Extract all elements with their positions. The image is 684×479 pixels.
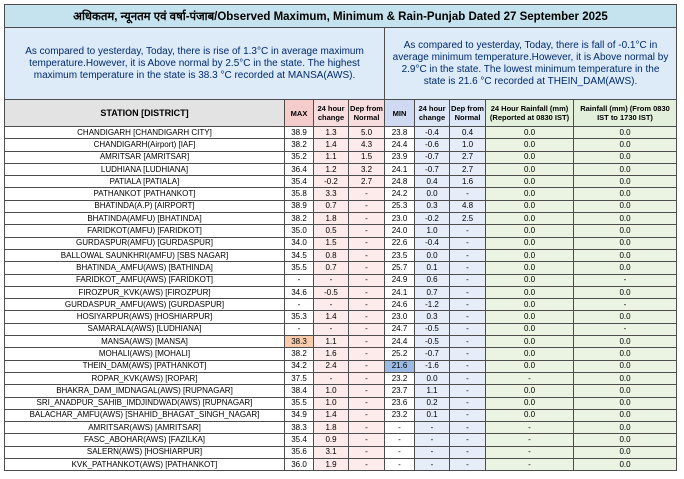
min-change-cell: - — [415, 434, 450, 446]
min-departure-cell: - — [450, 360, 486, 372]
min-change-cell: 0.7 — [415, 286, 450, 298]
min-temp-cell: - — [385, 459, 415, 471]
rainfall-day-cell: 0.0 — [574, 409, 677, 421]
min-departure-cell: - — [450, 372, 486, 384]
station-cell: PATHANKOT [PATHANKOT] — [5, 188, 285, 200]
table-row — [5, 348, 677, 360]
max-temp-cell: 35.4 — [285, 176, 314, 188]
table-row — [5, 188, 677, 200]
max-change-cell: 1.3 — [314, 127, 349, 139]
rainfall-24h-column-header: 24 Hour Rainfall (mm) (Reported at 0830 IST) — [486, 100, 574, 127]
min-change-cell: 0.3 — [415, 200, 450, 212]
min-change-cell: 0.4 — [415, 176, 450, 188]
max-change-cell: 1.9 — [314, 459, 349, 471]
rainfall-24h-cell: 0.0 — [486, 274, 574, 286]
min-departure-cell: 2.7 — [450, 151, 486, 163]
max-temp-cell: 38.9 — [285, 200, 314, 212]
min-departure-cell: - — [450, 422, 486, 434]
table-row — [5, 237, 677, 249]
rainfall-24h-cell: - — [486, 459, 574, 471]
max-change-cell: 1.8 — [314, 422, 349, 434]
rainfall-day-cell: 0.0 — [574, 446, 677, 458]
station-cell: GURDASPUR_AMFU(AWS) [GURDASPUR] — [5, 299, 285, 311]
max-departure-cell: - — [349, 348, 385, 360]
min-temp-cell: 23.0 — [385, 311, 415, 323]
max-change-cell: 1.5 — [314, 237, 349, 249]
max-temp-cell: 36.4 — [285, 163, 314, 175]
max-temperature-summary: As compared to yesterday, Today, there is rise of 1.3°C in average maximum temperature.However, it is Above normal by 2.5°C in the state. The highest maximum temperature in the state is 38.3 °C recorded at MANSA(AWS). — [5, 28, 385, 100]
max-departure-cell: - — [349, 422, 385, 434]
min-temp-cell: 24.7 — [385, 323, 415, 335]
min-departure-cell: 0.4 — [450, 127, 486, 139]
rainfall-24h-cell: 0.0 — [486, 409, 574, 421]
rainfall-day-cell: - — [574, 274, 677, 286]
rainfall-24h-cell: 0.0 — [486, 385, 574, 397]
rainfall-day-cell: 0.0 — [574, 360, 677, 372]
max-temp-cell: 35.2 — [285, 151, 314, 163]
rainfall-24h-cell: 0.0 — [486, 299, 574, 311]
min-column-header: MIN — [385, 100, 415, 127]
max-temp-cell: 34.5 — [285, 249, 314, 261]
rainfall-24h-cell: 0.0 — [486, 348, 574, 360]
rainfall-day-cell: 0.0 — [574, 372, 677, 384]
min-temp-cell: 23.6 — [385, 397, 415, 409]
max-departure-cell: - — [349, 286, 385, 298]
min-temp-cell: 24.9 — [385, 274, 415, 286]
max-departure-cell: 3.2 — [349, 163, 385, 175]
max-change-cell: 1.4 — [314, 409, 349, 421]
max-temp-cell: 38.2 — [285, 213, 314, 225]
min-departure-cell: 1.0 — [450, 139, 486, 151]
rainfall-24h-cell: 0.0 — [486, 249, 574, 261]
min-change-cell: -1.6 — [415, 360, 450, 372]
min-departure-cell: - — [450, 336, 486, 348]
rainfall-day-cell: - — [574, 323, 677, 335]
max-departure-cell: - — [349, 385, 385, 397]
min-change-cell: -0.2 — [415, 213, 450, 225]
station-cell: CHANDIGARH [CHANDIGARH CITY] — [5, 127, 285, 139]
table-row — [5, 323, 677, 335]
min-temp-cell: 24.4 — [385, 336, 415, 348]
station-cell: AMRITSAR(AWS) [AMRITSAR] — [5, 422, 285, 434]
max-departure-cell: - — [349, 397, 385, 409]
rainfall-day-cell: 0.0 — [574, 262, 677, 274]
max-change-cell: 1.0 — [314, 385, 349, 397]
max-departure-cell: - — [349, 434, 385, 446]
min-change-cell: -0.5 — [415, 323, 450, 335]
rainfall-24h-cell: 0.0 — [486, 311, 574, 323]
min-change-cell: -0.4 — [415, 237, 450, 249]
min-change-cell: 0.3 — [415, 311, 450, 323]
max-temp-cell: 38.2 — [285, 139, 314, 151]
min-change-cell: 0.0 — [415, 249, 450, 261]
rainfall-24h-cell: 0.0 — [486, 163, 574, 175]
min-departure-cell: 2.5 — [450, 213, 486, 225]
min-change-cell: 0.1 — [415, 262, 450, 274]
max-temp-cell: 35.6 — [285, 446, 314, 458]
station-cell: SAMARALA(AWS) [LUDHIANA] — [5, 323, 285, 335]
min-temp-cell: 22.6 — [385, 237, 415, 249]
station-cell: MANSA(AWS) [MANSA] — [5, 336, 285, 348]
min-change-cell: 0.0 — [415, 372, 450, 384]
column-header-row — [5, 100, 677, 127]
max-change-cell: 0.7 — [314, 262, 349, 274]
table-row — [5, 139, 677, 151]
max-temp-cell: 34.0 — [285, 237, 314, 249]
min-change-cell: -0.5 — [415, 336, 450, 348]
min-change-cell: 0.2 — [415, 397, 450, 409]
max-change-cell: 0.8 — [314, 249, 349, 261]
rainfall-24h-cell: 0.0 — [486, 200, 574, 212]
station-cell: BHAKRA_DAM_IMDNAGAL(AWS) [RUPNAGAR] — [5, 385, 285, 397]
station-cell: BHATINDA_AMFU(AWS) [BATHINDA] — [5, 262, 285, 274]
rainfall-day-cell: 0.0 — [574, 422, 677, 434]
min-change-cell: -0.7 — [415, 163, 450, 175]
station-cell: BHATINDA(AMFU) [BHATINDA] — [5, 213, 285, 225]
max-change-cell: - — [314, 372, 349, 384]
station-cell: FARIDKOT(AMFU) [FARIDKOT] — [5, 225, 285, 237]
min-change-cell: -0.7 — [415, 348, 450, 360]
max-temp-cell: 37.5 — [285, 372, 314, 384]
station-cell: BALACHAR_AMFU(AWS) [SHAHID_BHAGAT_SINGH_NAGAR] — [5, 409, 285, 421]
min-change-cell: - — [415, 422, 450, 434]
min-temp-cell: 24.8 — [385, 176, 415, 188]
min-departure-cell: - — [450, 459, 486, 471]
min-temp-cell: 25.2 — [385, 348, 415, 360]
station-cell: FIROZPUR_KVK(AWS) [FIROZPUR] — [5, 286, 285, 298]
max-change-cell: 3.3 — [314, 188, 349, 200]
table-row — [5, 176, 677, 188]
max-temp-cell: 35.0 — [285, 225, 314, 237]
table-row — [5, 127, 677, 139]
table-row — [5, 151, 677, 163]
rainfall-day-cell: 0.0 — [574, 311, 677, 323]
rainfall-day-cell: 0.0 — [574, 127, 677, 139]
min-change-cell: 0.6 — [415, 274, 450, 286]
table-row — [5, 459, 677, 471]
min-departure-cell: 1.6 — [450, 176, 486, 188]
station-cell: MOHALI(AWS) [MOHALI] — [5, 348, 285, 360]
rainfall-day-cell: 0.0 — [574, 139, 677, 151]
rainfall-day-cell: 0.0 — [574, 176, 677, 188]
max-departure-cell: - — [349, 446, 385, 458]
max-change-cell: 0.9 — [314, 434, 349, 446]
station-rows — [5, 127, 677, 471]
table-row — [5, 385, 677, 397]
min-change-column-header: 24 hour change — [415, 100, 450, 127]
min-temp-cell: 23.7 — [385, 385, 415, 397]
min-departure-cell: - — [450, 311, 486, 323]
min-change-cell: 1.0 — [415, 225, 450, 237]
max-change-cell: 3.1 — [314, 446, 349, 458]
min-departure-cell: - — [450, 434, 486, 446]
rainfall-day-cell: 0.0 — [574, 200, 677, 212]
min-departure-cell: - — [450, 188, 486, 200]
max-change-cell: 1.1 — [314, 336, 349, 348]
rainfall-24h-cell: 0.0 — [486, 225, 574, 237]
min-temp-cell: 24.6 — [385, 299, 415, 311]
station-cell: LUDHIANA [LUDHIANA] — [5, 163, 285, 175]
max-change-cell: 2.4 — [314, 360, 349, 372]
min-departure-cell: - — [450, 323, 486, 335]
max-departure-cell: - — [349, 200, 385, 212]
min-departure-cell: - — [450, 225, 486, 237]
max-departure-cell: - — [349, 409, 385, 421]
rainfall-24h-cell: 0.0 — [486, 213, 574, 225]
station-cell: BALLOWAL SAUNKHRI(AMFU) [SBS NAGAR] — [5, 249, 285, 261]
min-change-cell: 0.1 — [415, 409, 450, 421]
min-temp-cell: 24.0 — [385, 225, 415, 237]
max-temp-cell: 38.2 — [285, 348, 314, 360]
min-departure-cell: - — [450, 286, 486, 298]
min-departure-cell: - — [450, 348, 486, 360]
rainfall-day-cell: 0.0 — [574, 151, 677, 163]
max-departure-cell: - — [349, 299, 385, 311]
rainfall-day-cell: 0.0 — [574, 348, 677, 360]
max-temp-cell: 35.3 — [285, 311, 314, 323]
rainfall-day-cell: 0.0 — [574, 397, 677, 409]
station-cell: BHATINDA(A.P) [AIRPORT] — [5, 200, 285, 212]
station-cell: SRI_ANADPUR_SAHIB_IMDJINDWAD(AWS) [RUPNAGAR] — [5, 397, 285, 409]
rainfall-day-cell: 0.0 — [574, 163, 677, 175]
max-temp-cell: 38.4 — [285, 385, 314, 397]
rainfall-24h-cell: 0.0 — [486, 139, 574, 151]
rainfall-24h-cell: 0.0 — [486, 336, 574, 348]
min-temp-cell: 24.4 — [385, 139, 415, 151]
min-departure-cell: - — [450, 262, 486, 274]
table-row — [5, 225, 677, 237]
max-temp-cell: 38.9 — [285, 127, 314, 139]
min-change-cell: 1.1 — [415, 385, 450, 397]
rainfall-day-cell: 0.0 — [574, 237, 677, 249]
max-change-cell: -0.5 — [314, 286, 349, 298]
max-change-cell: 0.7 — [314, 200, 349, 212]
table-row — [5, 434, 677, 446]
table-row — [5, 299, 677, 311]
min-change-cell: -0.6 — [415, 139, 450, 151]
table-row — [5, 372, 677, 384]
max-departure-cell: - — [349, 372, 385, 384]
min-temp-cell: 23.9 — [385, 151, 415, 163]
max-departure-cell: - — [349, 459, 385, 471]
max-change-cell: - — [314, 299, 349, 311]
rainfall-day-cell: 0.0 — [574, 225, 677, 237]
min-temp-cell: 25.3 — [385, 200, 415, 212]
max-departure-cell: 4.3 — [349, 139, 385, 151]
station-cell: FARIDKOT_AMFU(AWS) [FARIDKOT] — [5, 274, 285, 286]
min-temperature-summary: As compared to yesterday, Today, there is fall of -0.1°C in average minimum temperature.However, it is Above normal by 2.9°C in the state. The lowest minimum temperature in the state is 21.6 °C recorded at THEIN_DAM(AWS). — [385, 28, 677, 100]
rainfall-24h-cell: 0.0 — [486, 323, 574, 335]
rainfall-day-cell: 0.0 — [574, 213, 677, 225]
temperature-rain-sheet — [4, 4, 676, 471]
station-cell: THEIN_DAM(AWS) [PATHANKOT] — [5, 360, 285, 372]
max-temp-cell: - — [285, 299, 314, 311]
rainfall-day-column-header: Rainfall (mm) (From 0830 IST to 1730 IST) — [574, 100, 677, 127]
max-temp-cell: 38.3 — [285, 422, 314, 434]
station-column-header: STATION [DISTRICT] — [5, 100, 285, 127]
rainfall-day-cell: 0.0 — [574, 336, 677, 348]
max-departure-cell: - — [349, 311, 385, 323]
rainfall-day-cell: 0.0 — [574, 249, 677, 261]
table-row — [5, 213, 677, 225]
station-cell: KVK_PATHANKOT(AWS) [PATHANKOT] — [5, 459, 285, 471]
max-departure-cell: - — [349, 360, 385, 372]
max-change-cell: 1.6 — [314, 348, 349, 360]
min-temp-cell: - — [385, 446, 415, 458]
table-row — [5, 286, 677, 298]
min-departure-cell: - — [450, 249, 486, 261]
sheet-title: अधिकतम, न्यूनतम एवं वर्षा-पंजाब/Observed Maximum, Minimum & Rain-Punjab Dated 27 September 2025 — [5, 5, 677, 28]
max-departure-cell: - — [349, 262, 385, 274]
min-change-cell: - — [415, 459, 450, 471]
max-departure-cell: 2.7 — [349, 176, 385, 188]
min-temp-cell: - — [385, 422, 415, 434]
max-change-column-header: 24 hour change — [314, 100, 349, 127]
max-departure-cell: - — [349, 188, 385, 200]
max-departure-column-header: Dep from Normal — [349, 100, 385, 127]
station-cell: CHANDIGARH(Airport) [IAF] — [5, 139, 285, 151]
min-temp-cell: 24.1 — [385, 163, 415, 175]
max-departure-cell: 1.5 — [349, 151, 385, 163]
rainfall-day-cell: 0.0 — [574, 434, 677, 446]
rainfall-day-cell: - — [574, 299, 677, 311]
rainfall-24h-cell: 0.0 — [486, 397, 574, 409]
rainfall-24h-cell: 0.0 — [486, 262, 574, 274]
station-cell: FASC_ABOHAR(AWS) [FAZILKA] — [5, 434, 285, 446]
station-cell: ROPAR_KVK(AWS) [ROPAR] — [5, 372, 285, 384]
table-row — [5, 262, 677, 274]
observation-table — [4, 4, 677, 471]
table-row — [5, 397, 677, 409]
max-departure-cell: - — [349, 323, 385, 335]
table-row — [5, 311, 677, 323]
min-change-cell: 0.0 — [415, 188, 450, 200]
table-row — [5, 274, 677, 286]
rainfall-24h-cell: 0.0 — [486, 127, 574, 139]
rainfall-24h-cell: 0.0 — [486, 237, 574, 249]
station-cell: SALERN(AWS) [HOSHIARPUR] — [5, 446, 285, 458]
max-departure-cell: - — [349, 249, 385, 261]
min-temp-cell: 23.8 — [385, 127, 415, 139]
min-departure-cell: - — [450, 397, 486, 409]
rainfall-day-cell: 0.0 — [574, 385, 677, 397]
max-temp-cell: 36.0 — [285, 459, 314, 471]
min-departure-cell: 2.7 — [450, 163, 486, 175]
table-row — [5, 249, 677, 261]
min-departure-column-header: Dep from Normal — [450, 100, 486, 127]
min-temp-cell: 23.2 — [385, 409, 415, 421]
rainfall-24h-cell: 0.0 — [486, 286, 574, 298]
min-temp-cell: - — [385, 434, 415, 446]
min-departure-cell: - — [450, 274, 486, 286]
min-temp-cell: 21.6 — [385, 360, 415, 372]
min-change-cell: -0.4 — [415, 127, 450, 139]
max-temp-cell: 38.3 — [285, 336, 314, 348]
max-column-header: MAX — [285, 100, 314, 127]
max-change-cell: 1.4 — [314, 139, 349, 151]
rainfall-24h-cell: 0.0 — [486, 151, 574, 163]
rainfall-day-cell: 0.0 — [574, 459, 677, 471]
max-temp-cell: 35.5 — [285, 397, 314, 409]
max-departure-cell: - — [349, 225, 385, 237]
min-temp-cell: 23.2 — [385, 372, 415, 384]
min-departure-cell: - — [450, 299, 486, 311]
table-row — [5, 163, 677, 175]
station-cell: GURDASPUR(AMFU) [GURDASPUR] — [5, 237, 285, 249]
max-temp-cell: - — [285, 323, 314, 335]
rainfall-24h-cell: 0.0 — [486, 360, 574, 372]
station-cell: HOSIYARPUR(AWS) [HOSHIARPUR] — [5, 311, 285, 323]
max-change-cell: 1.1 — [314, 151, 349, 163]
min-departure-cell: 4.8 — [450, 200, 486, 212]
station-cell: AMRITSAR [AMRITSAR] — [5, 151, 285, 163]
min-departure-cell: - — [450, 237, 486, 249]
table-row — [5, 422, 677, 434]
table-row — [5, 446, 677, 458]
max-temp-cell: 35.4 — [285, 434, 314, 446]
table-row — [5, 336, 677, 348]
max-temp-cell: 35.8 — [285, 188, 314, 200]
max-temp-cell: 34.6 — [285, 286, 314, 298]
rainfall-day-cell: 0.0 — [574, 286, 677, 298]
min-departure-cell: - — [450, 409, 486, 421]
rainfall-24h-cell: 0.0 — [486, 176, 574, 188]
rainfall-24h-cell: - — [486, 446, 574, 458]
max-temp-cell: 34.9 — [285, 409, 314, 421]
max-temp-cell: - — [285, 274, 314, 286]
min-temp-cell: 25.7 — [385, 262, 415, 274]
max-departure-cell: - — [349, 213, 385, 225]
max-change-cell: 1.0 — [314, 397, 349, 409]
table-row — [5, 409, 677, 421]
min-change-cell: -1.2 — [415, 299, 450, 311]
rainfall-24h-cell: - — [486, 434, 574, 446]
rainfall-day-cell: 0.0 — [574, 188, 677, 200]
station-cell: PATIALA [PATIALA] — [5, 176, 285, 188]
max-departure-cell: - — [349, 274, 385, 286]
min-change-cell: -0.7 — [415, 151, 450, 163]
min-temp-cell: 24.2 — [385, 188, 415, 200]
max-change-cell: -0.2 — [314, 176, 349, 188]
min-temp-cell: 23.5 — [385, 249, 415, 261]
min-temp-cell: 24.1 — [385, 286, 415, 298]
min-departure-cell: - — [450, 446, 486, 458]
max-change-cell: 1.2 — [314, 163, 349, 175]
max-change-cell: 1.4 — [314, 311, 349, 323]
rainfall-24h-cell: - — [486, 372, 574, 384]
rainfall-24h-cell: - — [486, 422, 574, 434]
max-change-cell: 0.5 — [314, 225, 349, 237]
table-row — [5, 200, 677, 212]
max-change-cell: - — [314, 323, 349, 335]
rainfall-24h-cell: 0.0 — [486, 188, 574, 200]
min-departure-cell: - — [450, 385, 486, 397]
max-change-cell: 1.8 — [314, 213, 349, 225]
max-temp-cell: 34.2 — [285, 360, 314, 372]
max-departure-cell: - — [349, 237, 385, 249]
table-row — [5, 360, 677, 372]
max-temp-cell: 35.5 — [285, 262, 314, 274]
max-departure-cell: - — [349, 336, 385, 348]
max-departure-cell: 5.0 — [349, 127, 385, 139]
min-change-cell: - — [415, 446, 450, 458]
max-change-cell: - — [314, 274, 349, 286]
min-temp-cell: 23.0 — [385, 213, 415, 225]
